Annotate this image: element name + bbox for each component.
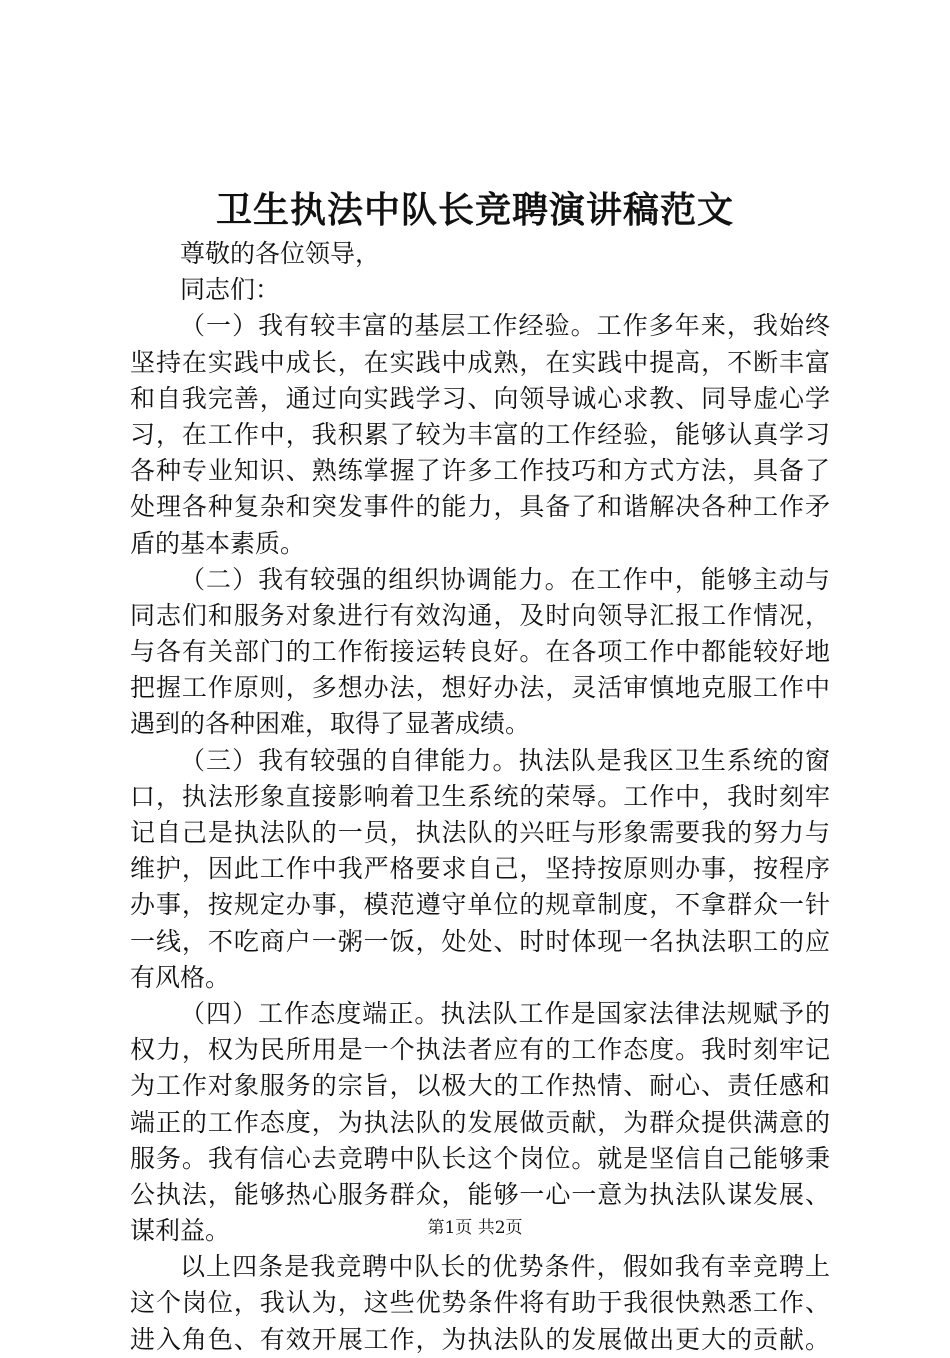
paragraph-line: 这个岗位，我认为，这些优势条件将有助于我很快熟悉工作、 [130, 1288, 830, 1318]
paragraph [130, 308, 830, 561]
paragraph-line: 盾的基本素质。 [130, 528, 306, 558]
document-body [130, 236, 830, 1358]
paragraph-line: 把握工作原则，多想办法，想好办法，灵活审慎地克服工作中 [130, 673, 830, 703]
paragraph-line: 为工作对象服务的宗旨，以极大的工作热情、耐心、责任感和 [130, 1071, 830, 1101]
salutation-line: 同志们： [180, 275, 281, 305]
paragraph-line: 办事，按规定办事，模范遵守单位的规章制度，不拿群众一针 [130, 890, 830, 920]
paragraph-line: 处理各种复杂和突发事件的能力，具备了和谐解决各种工作矛 [130, 492, 830, 522]
paragraph-line: 进入角色、有效开展工作，为执法队的发展做出更大的贡献。 [130, 1324, 830, 1354]
paragraph-line: 口，执法形象直接影响着卫生系统的荣辱。工作中，我时刻牢 [130, 781, 830, 811]
paragraph-line: 记自己是执法队的一员，执法队的兴旺与形象需要我的努力与 [130, 818, 830, 847]
paragraph-line: （三）我有较强的自律能力。执法队是我区卫生系统的窗 [180, 745, 830, 775]
paragraph [130, 743, 830, 996]
salutation-line: 尊敬的各位领导， [180, 239, 381, 268]
paragraph-line: 有风格。 [130, 962, 231, 992]
paragraph [130, 562, 830, 743]
paragraph-line: 谋利益。 [130, 1216, 231, 1246]
paragraph-line: 一线，不吃商户一粥一饭，处处、时时体现一名执法职工的应 [130, 926, 830, 956]
paragraph-line: 端正的工作态度，为执法队的发展做贡献，为群众提供满意的 [130, 1107, 830, 1137]
paragraph-line: 公执法，能够热心服务群众，能够一心一意为执法队谋发展、 [130, 1179, 830, 1209]
paragraph-line: 习，在工作中，我积累了较为丰富的工作经验，能够认真学习 [130, 419, 830, 449]
document-title: 卫生执法中队长竞聘演讲稿范文 [215, 189, 734, 231]
paragraph-line: （四）工作态度端正。执法队工作是国家法律法规赋予的 [180, 998, 830, 1028]
paragraph-line: 同志们和服务对象进行有效沟通，及时向领导汇报工作情况， [130, 600, 830, 630]
paragraph-line: 维护，因此工作中我严格要求自己，坚持按原则办事，按程序 [130, 854, 830, 884]
paragraph-line: 以上四条是我竞聘中队长的优势条件，假如我有幸竞聘上 [180, 1252, 830, 1282]
paragraph-line: 各种专业知识、熟练掌握了许多工作技巧和方式方法，具备了 [130, 456, 830, 486]
paragraph [130, 1249, 830, 1358]
paragraph-line: 坚持在实践中成长，在实践中成熟，在实践中提高，不断丰富 [130, 347, 830, 377]
page-footer: 第1页 共2页 [427, 1218, 523, 1238]
paragraph-line: （二）我有较强的组织协调能力。在工作中，能够主动与 [180, 564, 830, 594]
paragraph-line: 服务。我有信心去竞聘中队长这个岗位。就是坚信自己能够秉 [130, 1143, 830, 1173]
paragraph [130, 996, 830, 1249]
paragraph-line: 和自我完善，通过向实践学习、向领导诚心求教、同导虚心学 [130, 383, 830, 413]
paragraph-line: 权力，权为民所用是一个执法者应有的工作态度。我时刻牢记 [130, 1035, 830, 1065]
paragraph-line: （一）我有较丰富的基层工作经验。工作多年来，我始终 [180, 311, 830, 341]
paragraph-line: 与各有关部门的工作衔接运转良好。在各项工作中都能较好地 [130, 637, 830, 667]
paragraph-line: 遇到的各种困难，取得了显著成绩。 [130, 709, 531, 739]
